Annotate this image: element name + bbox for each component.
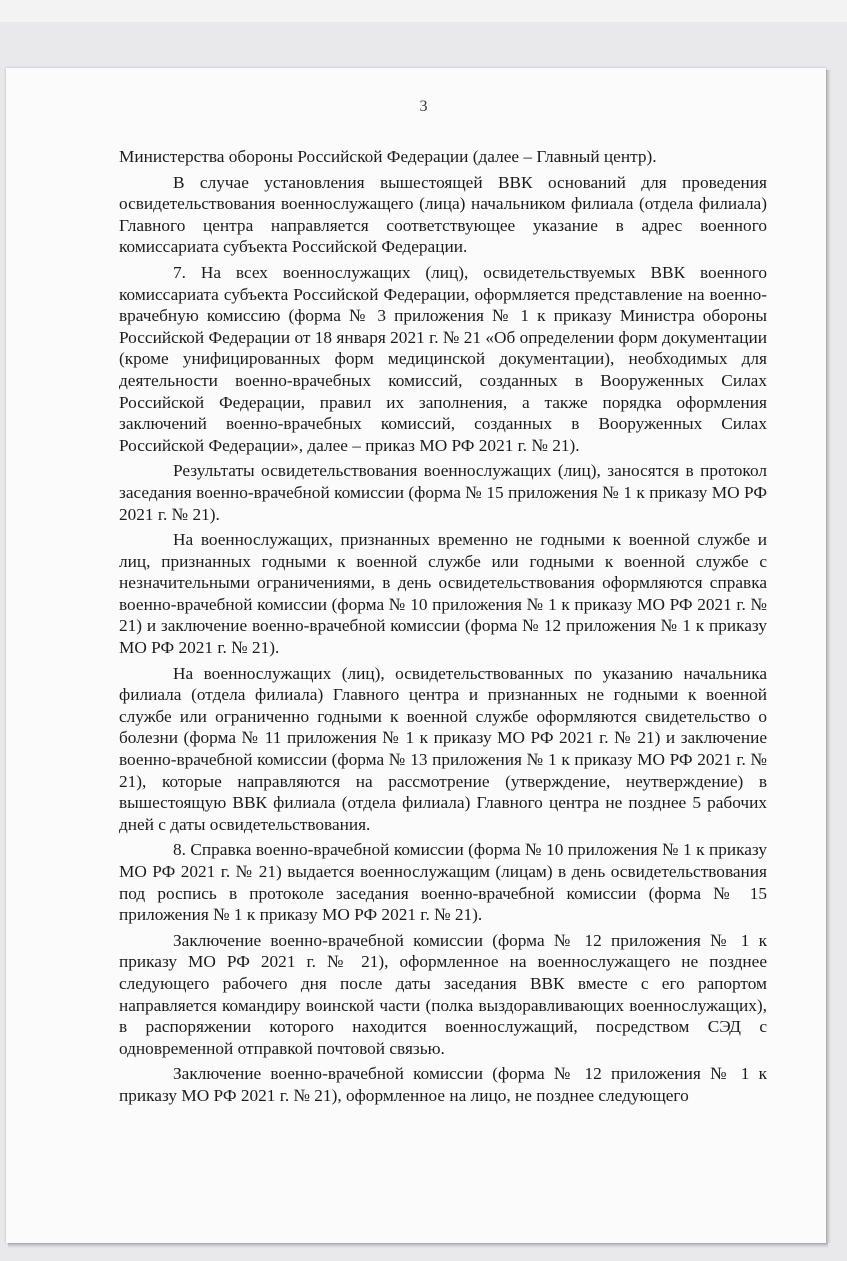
document-body xyxy=(119,146,767,1111)
page-number: 3 xyxy=(419,98,428,115)
paragraph-1: Министерства обороны Российской Федерации (далее – Главный центр). xyxy=(119,147,657,166)
page-shadow-bottom xyxy=(8,1243,828,1248)
paragraph-5: На военнослужащих, признанных временно не годными к военной службе и лиц, признанных годными к военной службе или годными к военной службе с незначительными ограничениями, в день освидетельствования оформляются справка военно-врачебной комиссии (форма № 10 приложения № 1 к приказу МО РФ 2021 г. № 21) и заключение военно-врачебной комиссии (форма № 12 приложения № 1 к приказу МО РФ 2021 г. № 21). xyxy=(119,530,767,658)
paragraph-2: В случае установления вышестоящей ВВК оснований для проведения освидетельствования военнослужащего (лица) начальником филиала (отдела филиала) Главного центра направляется соответствующее указание в адрес военного комиссариата субъекта Российской Федерации. xyxy=(119,172,767,257)
paragraph-6: На военнослужащих (лиц), освидетельствованных по указанию начальника филиала (отдела филиала) Главного центра и признанных не годными к военной службе или ограниченно годными к военной службе оформляются свидетельство о болезни (форма № 11 приложения № 1 к приказу МО РФ 2021 г. № 21) и заключение военно-врачебной комиссии (форма № 13 приложения № 1 к приказу МО РФ 2021 г. № 21), которые направляются на рассмотрение (утверждение, неутверждение) в вышестоящую ВВК филиала (отдела филиала) Главного центра не позднее 5 рабочих дней с даты освидетельствования. xyxy=(119,663,767,834)
paragraph-8: Заключение военно-врачебной комиссии (форма № 12 приложения № 1 к приказу МО РФ 2021 г. № 21), оформленное на военнослужащего не позднее следующего рабочего дня после даты заседания ВВК вместе с его рапортом направляется командиру воинской части (полка выздоравливающих военнослужащих), в распоряжении которого находится военнослужащий, посредством СЭД с одновременной отправкой почтовой связью. xyxy=(119,930,767,1058)
paragraph-9: Заключение военно-врачебной комиссии (форма № 12 приложения № 1 к приказу МО РФ 2021 г. № 21), оформленное на лицо, не позднее следующего xyxy=(119,1064,767,1105)
paragraph-3: 7. На всех военнослужащих (лиц), освидетельствуемых ВВК военного комиссариата субъекта Российской Федерации, оформляется представление на военно-врачебную комиссию (форма № 3 приложения № 1 к приказу Министра обороны Российской Федерации от 18 января 2021 г. № 21 «Об определении форм документации (кроме унифицированных форм медицинской документации), необходимых для деятельности военно-врачебных комиссий, созданных в Вооруженных Силах Российской Федерации, правил их заполнения, а также порядка оформления заключений военно-врачебных комиссий, созданных в Вооруженных Силах Российской Федерации», далее – приказ МО РФ 2021 г. № 21). xyxy=(119,262,767,455)
paragraph-4: Результаты освидетельствования военнослужащих (лиц), заносятся в протокол заседания военно-врачебной комиссии (форма № 15 приложения № 1 к приказу МО РФ 2021 г. № 21). xyxy=(119,461,767,524)
viewer-top-band xyxy=(0,0,847,22)
page-shadow-right xyxy=(826,70,831,1243)
paragraph-7: 8. Справка военно-врачебной комиссии (форма № 10 приложения № 1 к приказу МО РФ 2021 г. № 21) выдается военнослужащим (лицам) в день освидетельствования под роспись в протоколе заседания военно-врачебной комиссии (форма № 15 приложения № 1 к приказу МО РФ 2021 г. № 21). xyxy=(119,840,767,925)
